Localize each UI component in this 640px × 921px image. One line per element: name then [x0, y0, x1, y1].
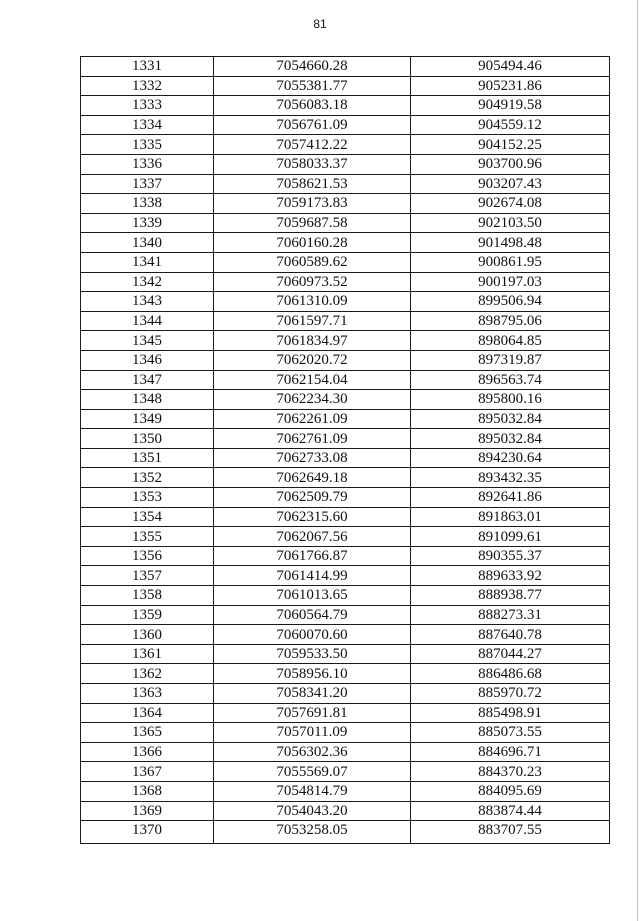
y-coordinate-cell: 885073.55: [411, 723, 610, 743]
table-row: [81, 605, 610, 625]
y-coordinate-cell: 887044.27: [411, 644, 610, 664]
point-number-cell: 1369: [81, 801, 214, 821]
point-number-cell: 1344: [81, 311, 214, 331]
x-coordinate-cell: 7062067.56: [214, 527, 411, 547]
table-row: [81, 566, 610, 586]
x-coordinate-cell: 7056761.09: [214, 115, 411, 135]
x-coordinate-cell: 7061013.65: [214, 586, 411, 606]
table-row: [81, 644, 610, 664]
x-coordinate-cell: 7059173.83: [214, 194, 411, 214]
y-coordinate-cell: 889633.92: [411, 566, 610, 586]
table-row: [81, 684, 610, 704]
x-coordinate-cell: 7058033.37: [214, 154, 411, 174]
point-number-cell: 1358: [81, 586, 214, 606]
table-row: [81, 115, 610, 135]
y-coordinate-cell: 888938.77: [411, 586, 610, 606]
y-coordinate-cell: 884370.23: [411, 762, 610, 782]
y-coordinate-cell: 883707.55: [411, 821, 610, 844]
table-row: [81, 429, 610, 449]
y-coordinate-cell: 888273.31: [411, 605, 610, 625]
coordinates-table: [80, 56, 610, 844]
x-coordinate-cell: 7054660.28: [214, 57, 411, 77]
x-coordinate-cell: 7062154.04: [214, 370, 411, 390]
table-row: [81, 213, 610, 233]
point-number-cell: 1343: [81, 292, 214, 312]
y-coordinate-cell: 885498.91: [411, 703, 610, 723]
x-coordinate-cell: 7062315.60: [214, 507, 411, 527]
x-coordinate-cell: 7062509.79: [214, 488, 411, 508]
page-number: 81: [313, 17, 327, 31]
table-row: [81, 801, 610, 821]
table-row: [81, 154, 610, 174]
y-coordinate-cell: 893432.35: [411, 468, 610, 488]
point-number-cell: 1345: [81, 331, 214, 351]
y-coordinate-cell: 902103.50: [411, 213, 610, 233]
point-number-cell: 1366: [81, 742, 214, 762]
x-coordinate-cell: 7061310.09: [214, 292, 411, 312]
x-coordinate-cell: 7061597.71: [214, 311, 411, 331]
x-coordinate-cell: 7060564.79: [214, 605, 411, 625]
y-coordinate-cell: 904919.58: [411, 96, 610, 116]
point-number-cell: 1362: [81, 664, 214, 684]
point-number-cell: 1355: [81, 527, 214, 547]
x-coordinate-cell: 7062234.30: [214, 390, 411, 410]
y-coordinate-cell: 897319.87: [411, 350, 610, 370]
point-number-cell: 1367: [81, 762, 214, 782]
y-coordinate-cell: 891863.01: [411, 507, 610, 527]
y-coordinate-cell: 884696.71: [411, 742, 610, 762]
x-coordinate-cell: 7058341.20: [214, 684, 411, 704]
table-row: [81, 723, 610, 743]
point-number-cell: 1337: [81, 174, 214, 194]
point-number-cell: 1350: [81, 429, 214, 449]
table-row: [81, 488, 610, 508]
point-number-cell: 1336: [81, 154, 214, 174]
table-row: [81, 507, 610, 527]
x-coordinate-cell: 7060160.28: [214, 233, 411, 253]
table-row: [81, 703, 610, 723]
x-coordinate-cell: 7059687.58: [214, 213, 411, 233]
y-coordinate-cell: 895032.84: [411, 429, 610, 449]
table-row: [81, 370, 610, 390]
table-row: [81, 448, 610, 468]
table-row: [81, 781, 610, 801]
point-number-cell: 1370: [81, 821, 214, 844]
table-row: [81, 821, 610, 844]
x-coordinate-cell: 7054043.20: [214, 801, 411, 821]
y-coordinate-cell: 900861.95: [411, 252, 610, 272]
x-coordinate-cell: 7060973.52: [214, 272, 411, 292]
table-row: [81, 468, 610, 488]
point-number-cell: 1339: [81, 213, 214, 233]
point-number-cell: 1351: [81, 448, 214, 468]
coordinates-table-body: [81, 57, 610, 844]
x-coordinate-cell: 7062020.72: [214, 350, 411, 370]
point-number-cell: 1353: [81, 488, 214, 508]
point-number-cell: 1359: [81, 605, 214, 625]
point-number-cell: 1332: [81, 76, 214, 96]
table-row: [81, 233, 610, 253]
table-row: [81, 350, 610, 370]
y-coordinate-cell: 903700.96: [411, 154, 610, 174]
table-row: [81, 409, 610, 429]
table-row: [81, 76, 610, 96]
y-coordinate-cell: 892641.86: [411, 488, 610, 508]
x-coordinate-cell: 7062761.09: [214, 429, 411, 449]
y-coordinate-cell: 886486.68: [411, 664, 610, 684]
table-row: [81, 96, 610, 116]
x-coordinate-cell: 7061766.87: [214, 546, 411, 566]
point-number-cell: 1352: [81, 468, 214, 488]
table-row: [81, 174, 610, 194]
y-coordinate-cell: 895800.16: [411, 390, 610, 410]
table-row: [81, 527, 610, 547]
point-number-cell: 1349: [81, 409, 214, 429]
point-number-cell: 1363: [81, 684, 214, 704]
x-coordinate-cell: 7061414.99: [214, 566, 411, 586]
y-coordinate-cell: 884095.69: [411, 781, 610, 801]
y-coordinate-cell: 898064.85: [411, 331, 610, 351]
y-coordinate-cell: 887640.78: [411, 625, 610, 645]
x-coordinate-cell: 7058956.10: [214, 664, 411, 684]
table-row: [81, 194, 610, 214]
y-coordinate-cell: 904559.12: [411, 115, 610, 135]
y-coordinate-cell: 896563.74: [411, 370, 610, 390]
point-number-cell: 1338: [81, 194, 214, 214]
y-coordinate-cell: 903207.43: [411, 174, 610, 194]
y-coordinate-cell: 899506.94: [411, 292, 610, 312]
table-row: [81, 664, 610, 684]
y-coordinate-cell: 894230.64: [411, 448, 610, 468]
point-number-cell: 1348: [81, 390, 214, 410]
x-coordinate-cell: 7057412.22: [214, 135, 411, 155]
point-number-cell: 1342: [81, 272, 214, 292]
table-row: [81, 292, 610, 312]
x-coordinate-cell: 7057011.09: [214, 723, 411, 743]
x-coordinate-cell: 7061834.97: [214, 331, 411, 351]
table-row: [81, 57, 610, 77]
point-number-cell: 1354: [81, 507, 214, 527]
y-coordinate-cell: 891099.61: [411, 527, 610, 547]
x-coordinate-cell: 7055381.77: [214, 76, 411, 96]
table-row: [81, 586, 610, 606]
x-coordinate-cell: 7056083.18: [214, 96, 411, 116]
x-coordinate-cell: 7053258.05: [214, 821, 411, 844]
point-number-cell: 1333: [81, 96, 214, 116]
table-row: [81, 311, 610, 331]
y-coordinate-cell: 900197.03: [411, 272, 610, 292]
x-coordinate-cell: 7060589.62: [214, 252, 411, 272]
point-number-cell: 1357: [81, 566, 214, 586]
y-coordinate-cell: 885970.72: [411, 684, 610, 704]
point-number-cell: 1356: [81, 546, 214, 566]
table-row: [81, 135, 610, 155]
y-coordinate-cell: 898795.06: [411, 311, 610, 331]
table-row: [81, 762, 610, 782]
point-number-cell: 1346: [81, 350, 214, 370]
y-coordinate-cell: 901498.48: [411, 233, 610, 253]
point-number-cell: 1341: [81, 252, 214, 272]
y-coordinate-cell: 902674.08: [411, 194, 610, 214]
x-coordinate-cell: 7062649.18: [214, 468, 411, 488]
x-coordinate-cell: 7059533.50: [214, 644, 411, 664]
table-row: [81, 390, 610, 410]
page-edge-line: [637, 0, 638, 921]
x-coordinate-cell: 7058621.53: [214, 174, 411, 194]
table-row: [81, 742, 610, 762]
y-coordinate-cell: 905231.86: [411, 76, 610, 96]
point-number-cell: 1364: [81, 703, 214, 723]
x-coordinate-cell: 7056302.36: [214, 742, 411, 762]
point-number-cell: 1368: [81, 781, 214, 801]
x-coordinate-cell: 7060070.60: [214, 625, 411, 645]
table-row: [81, 625, 610, 645]
point-number-cell: 1365: [81, 723, 214, 743]
point-number-cell: 1347: [81, 370, 214, 390]
point-number-cell: 1331: [81, 57, 214, 77]
y-coordinate-cell: 895032.84: [411, 409, 610, 429]
x-coordinate-cell: 7062261.09: [214, 409, 411, 429]
point-number-cell: 1361: [81, 644, 214, 664]
table-row: [81, 331, 610, 351]
x-coordinate-cell: 7054814.79: [214, 781, 411, 801]
x-coordinate-cell: 7057691.81: [214, 703, 411, 723]
point-number-cell: 1360: [81, 625, 214, 645]
y-coordinate-cell: 883874.44: [411, 801, 610, 821]
y-coordinate-cell: 905494.46: [411, 57, 610, 77]
y-coordinate-cell: 904152.25: [411, 135, 610, 155]
table-row: [81, 546, 610, 566]
x-coordinate-cell: 7055569.07: [214, 762, 411, 782]
point-number-cell: 1334: [81, 115, 214, 135]
x-coordinate-cell: 7062733.08: [214, 448, 411, 468]
point-number-cell: 1340: [81, 233, 214, 253]
y-coordinate-cell: 890355.37: [411, 546, 610, 566]
table-row: [81, 252, 610, 272]
table-row: [81, 272, 610, 292]
point-number-cell: 1335: [81, 135, 214, 155]
